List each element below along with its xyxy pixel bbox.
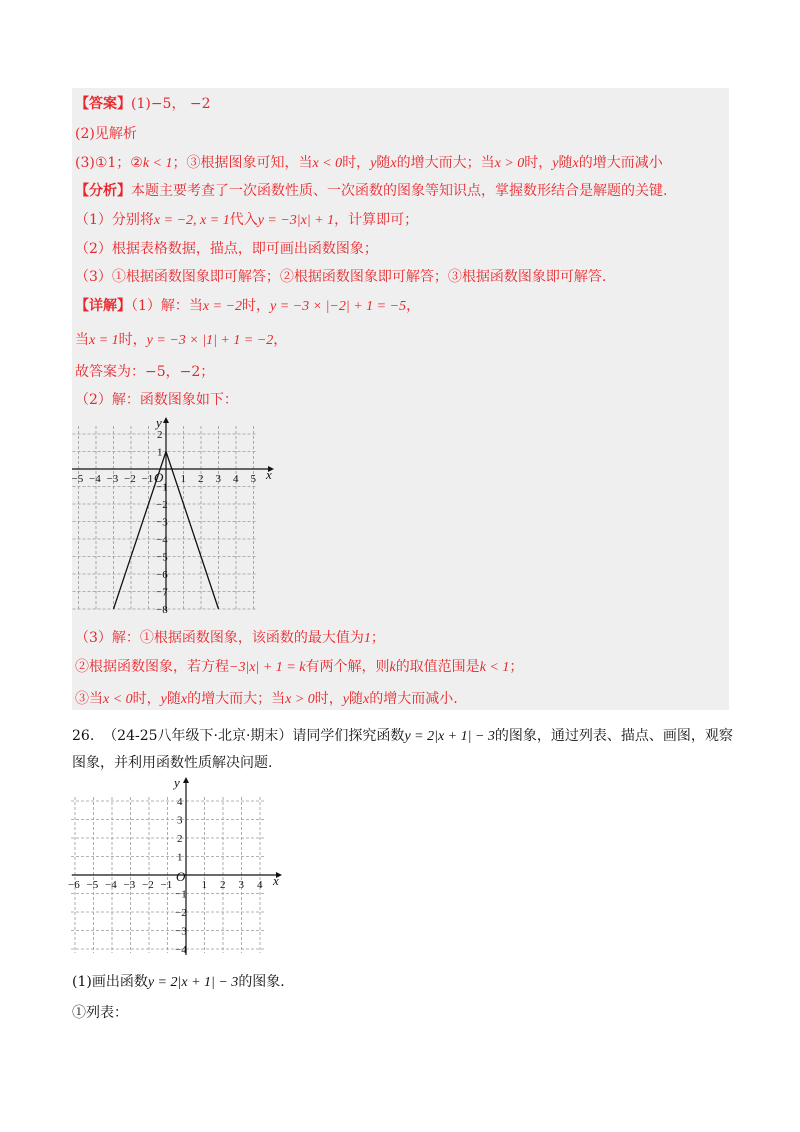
math: x < 0: [312, 156, 343, 171]
text: 时，: [342, 155, 371, 171]
x-tick-label: 3: [238, 879, 244, 891]
analysis-step-1: [75, 210, 418, 231]
math: y: [342, 692, 349, 707]
graph-1: [70, 415, 280, 615]
x-tick-label: −2: [124, 473, 136, 485]
y-tick-label: −2: [175, 907, 187, 919]
text: 有两个解，则: [305, 659, 390, 675]
math: k < 1: [142, 156, 173, 171]
y-tick-label: −6: [156, 569, 168, 581]
y-tick-label: −5: [156, 551, 168, 564]
text: 的增大而减小.: [369, 691, 458, 707]
text: 时，: [132, 691, 161, 707]
detail-graph-intro: （2）解：函数图象如下：: [75, 392, 238, 408]
y-axis-label: y: [174, 775, 180, 790]
detail-line: [75, 296, 420, 317]
math: x: [180, 692, 188, 707]
analysis-step-3: （3）①根据函数图象即可解答；②根据函数图象即可解答；③根据函数图象即可解答.: [75, 269, 607, 285]
x-tick-label: −4: [89, 473, 101, 485]
x-tick-label: −2: [142, 879, 154, 891]
tick-labels: [72, 415, 273, 616]
math: −3|x| + 1 = k: [229, 660, 306, 675]
y-tick-label: −4: [156, 534, 168, 546]
origin-label: O: [176, 869, 186, 884]
text: ，计算即可；: [334, 212, 419, 228]
text: （1）解：当: [131, 298, 203, 314]
x-tick-label: 2: [198, 473, 204, 485]
y-tick-label: −3: [156, 516, 168, 529]
y-tick-label: 1: [177, 851, 183, 864]
text: 随: [349, 691, 363, 707]
axes: [72, 417, 274, 611]
text: 代入: [229, 212, 258, 228]
y-tick-label: −1: [175, 888, 187, 901]
text: ；: [509, 659, 524, 675]
x-axis-label: x: [266, 467, 272, 482]
y-tick-label: 1: [157, 446, 163, 459]
text: 当: [75, 332, 89, 348]
detail-line-2: [75, 330, 287, 351]
text: 的增大而大；当: [396, 155, 495, 171]
y-tick-label: −2: [156, 499, 168, 511]
math: x = 1: [89, 333, 119, 348]
x-tick-label: −4: [105, 879, 117, 891]
text: 随: [376, 155, 391, 171]
answer-line: [75, 94, 211, 114]
text: 的取值范围是: [395, 659, 480, 675]
x-tick-label: −5: [71, 473, 84, 485]
origin-label: O: [154, 470, 164, 485]
math: x = −2: [202, 299, 243, 314]
x-tick-label: −3: [106, 473, 119, 485]
x-tick-label: 3: [215, 473, 221, 485]
analysis-line: [75, 181, 667, 201]
math: y: [370, 156, 377, 171]
question-number: 26.: [72, 728, 95, 744]
question-text: 的图象，通过列表、描点、画图，观察: [494, 728, 733, 744]
detail-tag: 【详解】: [75, 298, 131, 314]
math: 1: [363, 631, 371, 646]
math: k < 1: [479, 660, 510, 675]
x-tick-label: 1: [180, 473, 186, 485]
y-tick-label: 2: [157, 429, 163, 441]
question-26-part-1: [72, 972, 285, 993]
math: x < 0: [103, 692, 133, 707]
text: ②根据函数图象，若方程: [75, 659, 229, 675]
text: 的增大而减小: [578, 155, 663, 171]
question-source: （24-25八年级下·北京·期末）请同学们探究函数: [103, 728, 405, 744]
math: x = −2, x = 1: [153, 213, 230, 228]
math: y: [552, 156, 559, 171]
x-tick-label: 5: [250, 473, 256, 485]
text: （1）分别将: [75, 212, 154, 228]
text: 时，: [314, 691, 343, 707]
question-26-line-1: [72, 726, 733, 747]
y-tick-label: −1: [156, 481, 168, 494]
question-function: y = 2|x + 1| − 3: [404, 729, 495, 744]
math: x > 0: [285, 692, 315, 707]
x-tick-label: −3: [123, 879, 136, 891]
x-tick-label: −1: [160, 879, 173, 891]
question-26-line-2: 图象，并利用函数性质解决问题.: [72, 755, 273, 771]
x-tick-label: 4: [233, 473, 239, 485]
y-tick-label: −4: [175, 944, 187, 956]
text: (1)画出函数: [72, 974, 148, 990]
text: 时，: [118, 332, 147, 348]
x-tick-label: 1: [201, 879, 207, 891]
analysis-text: 本题主要考查了一次函数性质、一次函数的图象等知识点，掌握数形结合是解题的关键.: [131, 183, 668, 199]
tick-labels: [68, 775, 279, 956]
y-axis-arrow: [183, 777, 189, 783]
y-axis-label: y: [156, 415, 162, 430]
text: 随: [558, 155, 573, 171]
x-tick-label: −6: [68, 879, 80, 891]
y-tick-label: 2: [177, 833, 183, 845]
detail-answer: 故答案为：−5，−2；: [75, 364, 215, 380]
math: y = −3|x| + 1: [257, 213, 335, 228]
text: ，: [273, 332, 288, 348]
math: x: [363, 692, 370, 707]
answer-tag: 【答案】: [75, 96, 131, 112]
math: y: [160, 692, 167, 707]
detail-part-3-2: [75, 657, 523, 678]
question-26-step-1: ①列表：: [72, 1005, 128, 1021]
answer-values: (1)−5， −2: [131, 96, 211, 112]
text: 时，: [524, 155, 553, 171]
analysis-tag: 【分析】: [75, 183, 131, 199]
y-tick-label: −3: [175, 925, 187, 938]
math: y = −3 × |1| + 1 = −2: [146, 333, 274, 348]
text: ，: [406, 298, 421, 314]
text: 随: [166, 691, 181, 707]
detail-part-3-3: [75, 689, 458, 710]
y-tick-label: 4: [177, 796, 183, 808]
math: x: [390, 156, 397, 171]
text: 的图象.: [238, 974, 285, 990]
text: 的增大而大；当: [187, 691, 286, 707]
detail-part-3-1: [75, 628, 385, 649]
x-tick-label: 4: [257, 879, 263, 891]
math: x > 0: [494, 156, 525, 171]
text: ③当: [75, 691, 103, 707]
math: y = 2|x + 1| − 3: [147, 975, 239, 990]
text: 时，: [242, 298, 271, 314]
math: y = −3 × |−2| + 1 = −5: [270, 299, 407, 314]
y-tick-label: −7: [156, 586, 168, 599]
text: ；③根据图象可知，当: [172, 155, 313, 171]
x-tick-label: −5: [86, 879, 99, 891]
y-tick-label: −8: [156, 604, 168, 616]
math: x: [572, 156, 579, 171]
math: k: [389, 660, 396, 675]
x-tick-label: 2: [220, 879, 226, 891]
x-axis-label: x: [273, 873, 279, 888]
text: (3)①1；②: [75, 155, 143, 171]
analysis-step-2: （2）根据表格数据，描点，即可画出函数图象；: [75, 241, 378, 257]
y-tick-label: 3: [177, 814, 183, 827]
answer-part-2: (2)见解析: [75, 126, 137, 142]
graph-2: [70, 775, 290, 960]
x-tick-label: −1: [141, 473, 154, 485]
y-axis-arrow: [163, 417, 169, 423]
text: （3）解：①根据函数图象，该函数的最大值为: [75, 630, 364, 646]
text: ；: [370, 630, 385, 646]
answer-part-3: [75, 153, 663, 174]
